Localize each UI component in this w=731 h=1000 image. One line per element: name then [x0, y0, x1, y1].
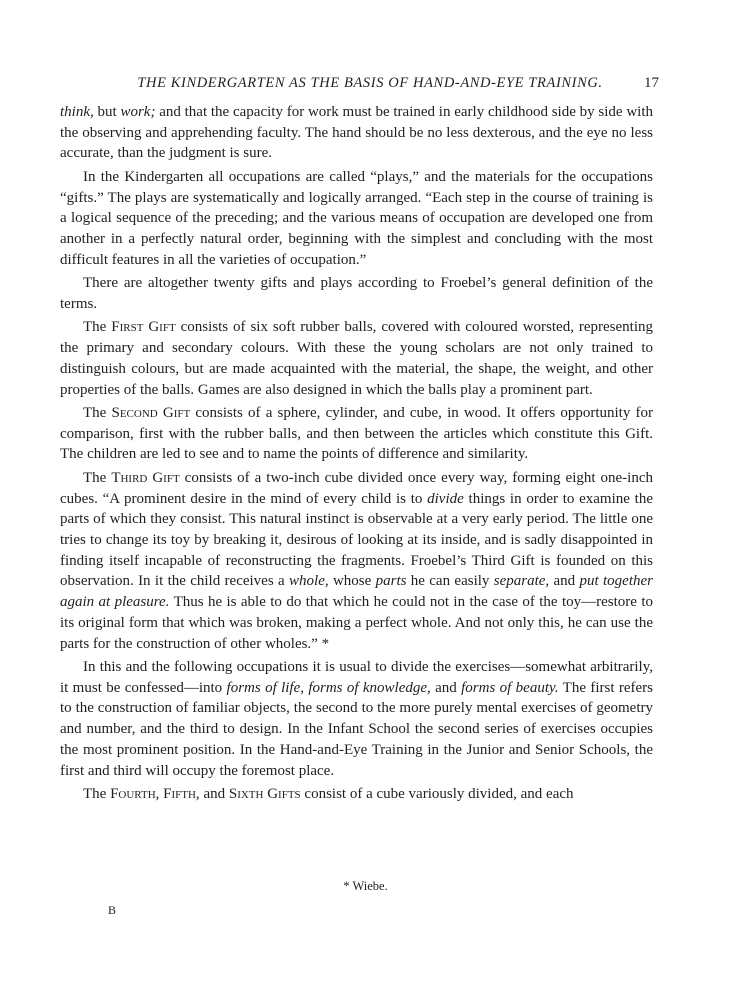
text-run: In the Kindergarten all occupations are called “plays,” and the materials for the occupations “gifts.” The plays are systematically and logically arranged. “Each step in the course of training is a logical sequence of the preceding; and the various means of occupation are developed one from another in a perfectly natural order, beginning with the simplest and concluding with the most difficult features in all the varieties of occupation.”: [60, 168, 653, 268]
italic-text: work;: [120, 104, 156, 120]
body-text: [60, 102, 653, 808]
small-caps-text: First Gift: [111, 319, 176, 336]
small-caps-text: Sixth Gifts: [228, 786, 301, 803]
italic-text: whole,: [289, 573, 329, 590]
small-caps-text: Fourth, Fifth,: [110, 786, 200, 803]
text-run: things in order to examine the parts of which they consist. This natural instinct is observable at a very early period. The little one tries to change its toy by breaking it, desirous of looking at its inside, and is sadly disappointed in finding itself incapable of reconstructing the fragments. Froebel’s Third Gift is founded on this observation. In it the child receives a: [60, 490, 653, 590]
text-run: There are altogether twenty gifts and plays according to Froebel’s general definition of the terms.: [60, 275, 653, 312]
italic-text: forms of beauty.: [461, 679, 559, 696]
text-run: but: [93, 104, 121, 120]
text-run: Thus he is able to do that which he could not in the case of the toy—restore to its original form that which was broken, making a perfect whole. And not only this, he can use the parts for the construction of other wholes.” *: [60, 594, 653, 652]
text-run: The: [83, 786, 111, 803]
signature-mark: B: [108, 903, 117, 917]
text-run: consists of six soft rubber balls, covered with coloured worsted, representing the primary and secondary colours. With these the young scholars are not only trained to distinguish colours, but are made acquainted with the material, the shape, the weight, and other properties of the balls. Games are also designed in which the balls play a prominent part.: [60, 319, 653, 398]
footnote: * Wiebe.: [343, 879, 388, 893]
running-head: THE KINDERGARTEN AS THE BASIS OF HAND-AND-EYE TRAINING.: [137, 75, 603, 91]
italic-text: put together again at pleasure.: [60, 573, 653, 611]
paragraph: [60, 167, 653, 271]
italic-text: think,: [60, 104, 94, 120]
page-number: 17: [644, 75, 659, 91]
italic-text: forms of life, forms of knowledge,: [226, 679, 431, 696]
paragraph: [60, 657, 653, 781]
text-run: consists of a two-inch cube divided once every way, forming eight one-inch cubes. “A prominent desire in the mind of every child is to: [60, 469, 653, 507]
text-run: and that the capacity for work must be trained in early childhood side by side with the observing and apprehending faculty. The hand should be no less dexterous, and the eye no less accurate, than the judgment is sure.: [60, 104, 653, 162]
text-run: and: [549, 573, 580, 590]
text-run: The: [83, 319, 112, 336]
text-run: In this and the following occupations it is usual to divide the exercises—somewhat arbitrarily, it must be confessed—into: [60, 659, 653, 696]
small-caps-text: Second Gift: [111, 405, 191, 422]
text-run: consists of a sphere, cylinder, and cube, in wood. It offers opportunity for comparison, first with the rubber balls, and then between the articles which constitute this Gift. The children are led to see and to name the points of difference and similarity.: [60, 405, 654, 463]
italic-text: parts: [375, 573, 407, 590]
small-caps-text: Third Gift: [111, 469, 180, 486]
paragraph: [60, 102, 653, 164]
text-run: whose: [328, 573, 376, 590]
paragraph: [60, 273, 653, 314]
text-run: he can easily: [406, 573, 494, 590]
text-run: The first refers to the construction of familiar objects, the second to the more purely mental exercises of geometry and number, and the third to design. In the Infant School the second series of exercises occupies the most prominent position. In the Hand-and-Eye Training in the Junior and Senior Schools, the first and third will occupy the foremost place.: [60, 679, 653, 779]
italic-text: separate,: [493, 573, 550, 590]
paragraph: [60, 317, 653, 400]
text-run: The: [83, 469, 112, 486]
text-run: The: [83, 405, 112, 422]
text-run: consist of a cube variously divided, and each: [300, 786, 574, 803]
paragraph: [60, 784, 653, 805]
text-run: and: [430, 679, 462, 696]
italic-text: divide: [427, 490, 464, 507]
paragraph: [60, 468, 653, 654]
text-run: and: [199, 786, 229, 803]
paragraph: [60, 403, 653, 465]
